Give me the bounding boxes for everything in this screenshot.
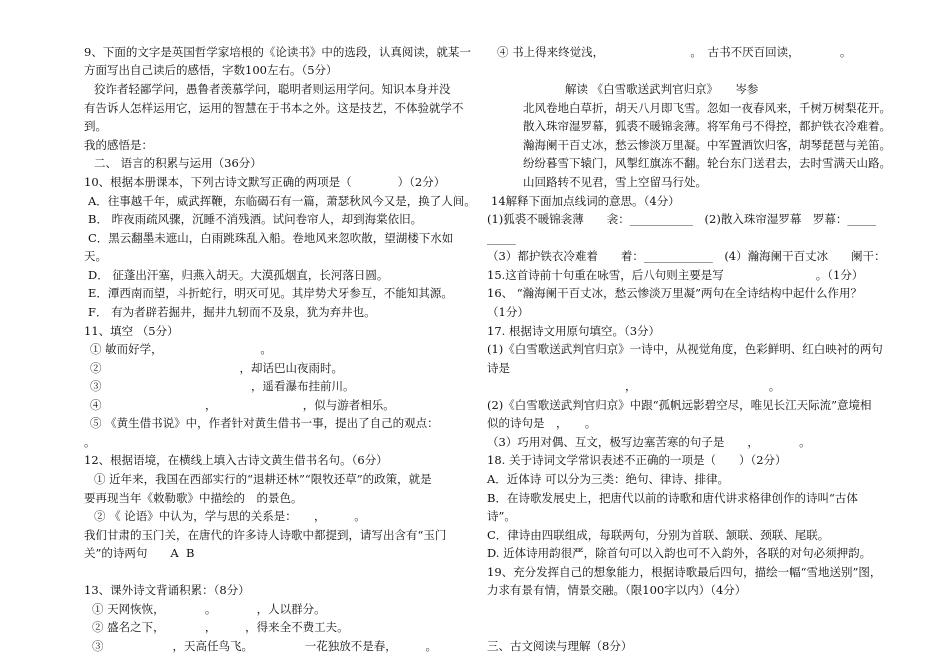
q11-item: 。	[84, 435, 96, 449]
q13-item: ④ 书上得来终觉浅， 。 古书不厌百回读， 。	[497, 45, 852, 59]
q17-item: （3）巧用对偶、互文，极写边塞苦寒的句子是 ， 。	[487, 435, 811, 449]
q19-stem: 19、充分发挥自己的想象能力，根据诗歌最后四句，描绘一幅“雪地送别”图，	[487, 565, 882, 579]
q14-stem: 14解释下面加点线词的意思。（4分）	[491, 194, 680, 208]
q13-item: ③ ，天高任鸟飞。 一花独放不是春， 。	[92, 639, 437, 653]
q13-item: ① 天网恢恢， 。 ，人以群分。	[92, 602, 326, 616]
poem-line: 瀚海阑干百丈冰，愁云惨淡万里凝。中军置酒饮归客，胡琴琵琶与羌笛。	[523, 138, 891, 152]
q13-item: ② 盛名之下， ， ，得来全不费工夫。	[92, 620, 349, 634]
q10-option-c: C．黑云翻墨未遮山，白雨跳珠乱入船。卷地风来忽吹散，望湖楼下水如	[88, 231, 454, 245]
q9-passage: 狡诈者轻鄙学问，愚鲁者羡慕学问，聪明者则运用学问。知识本身并没	[94, 82, 451, 96]
q10-stem: 10、根据本册课本，下列古诗文默写正确的两项是（ ）（2分）	[84, 175, 446, 189]
q11-item: ① 敏而好学， 。	[90, 342, 272, 356]
q10-option-a: A．往事越千年，威武挥鞭，东临碣石有一篇，萧瑟秋风今又是，换了人间。	[88, 194, 476, 208]
q18-option-b: B．在诗歌发展史上，把唐代以前的诗歌和唐代讲求格律创作的诗叫“古体	[487, 491, 858, 505]
q10-option-e: E．潭西南而望，斗折蛇行，明灭可见。其岸势犬牙参互，不能知其源。	[88, 286, 453, 300]
poem-line: 山回路转不见君，雪上空留马行处。	[523, 175, 707, 189]
poem-line: 北风卷地白草折，胡天八月即飞雪。忽如一夜春风来，千树万树梨花开。	[523, 101, 891, 115]
section-heading: 二、 语言的积累与运用（36分）	[94, 156, 262, 170]
q16-stem: 16、 “瀚海阑干百丈冰，愁云惨淡万里凝”两句在全诗结构中起什么作用？	[487, 286, 863, 300]
q17-item: (1)《白雪歌送武判官归京》一诗中，从视觉角度，色彩鲜明、红白映衬的两句	[487, 342, 883, 356]
q19-stem: 力求有景有情，情景交融。（限100字以内）（4分）	[487, 583, 747, 597]
q12-item: 关”的诗两句 A B	[84, 546, 195, 560]
q12-item: ① 近年来，我国在西部实行的“退耕还林”“限牧还草”的政策，就是	[94, 472, 432, 486]
q17-stem: 17. 根据诗文用原句填空。（3分）	[487, 324, 661, 338]
q12-item: ② 《 论语》中认为，学与思的关系是： ， 。	[94, 509, 366, 523]
q11-item: ④ ， ，似与游者相乐。	[90, 398, 395, 412]
q10-option-b: B． 昨夜雨疏风骤，沉睡不消残酒。试问卷帘人，却到海棠依旧。	[88, 212, 423, 226]
q17-item: 诗是	[487, 361, 510, 375]
q9-line: 方面写出自己读后的感悟，字数100左右。（5分）	[84, 63, 338, 77]
q12-stem: 12、根据语境，在横线上填入古诗文黄生借书名句。（6分）	[84, 453, 388, 467]
q11-item: ② ，却话巴山夜雨时。	[90, 361, 343, 375]
q14-item: (1)狐裘不暖锦衾薄 衾：___________ (2)散入珠帘湿罗幕 罗幕：_____	[487, 212, 877, 226]
q18-option-b: 诗”。	[487, 509, 516, 523]
q10-option-f: F． 有为者辟若掘井，掘井九轫而不及泉，犹为弃井也。	[88, 305, 376, 319]
q10-option-c: 天。	[84, 249, 107, 263]
q16-stem: （1分）	[487, 305, 529, 319]
q17-item: ， 。	[487, 379, 781, 393]
q15-stem: 15.这首诗前十句重在咏雪，后八句则主要是写 。（1分）	[487, 268, 864, 282]
q12-item: 要再现当年《敕勒歌》中描绘的 的景色。	[84, 491, 303, 505]
poem-line: 纷纷暮雪下辕门，风掣红旗冻不翻。轮台东门送君去，去时雪满天山路。	[523, 156, 891, 170]
q12-item: 我们甘肃的玉门关，在唐代的许多诗人诗歌中都提到，请写出含有“玉门	[84, 528, 447, 542]
q17-item: 似的诗句是 ， 。	[487, 416, 597, 430]
q10-option-d: D． 征蓬出汗塞，归燕入胡天。大漠孤烟直，长河落日圆。	[88, 268, 389, 282]
q11-stem: 11、填空 （5分）	[84, 324, 179, 338]
q9-line: 9、下面的文字是英国哲学家培根的《论读书》中的选段，认真阅读，就某一	[84, 45, 471, 59]
q17-item: (2)《白雪歌送武判官归京》中跟“孤帆远影碧空尽，唯见长江天际流”意境相	[487, 398, 872, 412]
section-heading: 三、古文阅读与理解（8分）	[487, 639, 633, 653]
q11-item: ③ ，遥看瀑布挂前川。	[90, 379, 355, 393]
q14-item: （3）都护铁衣冷难着 着：____________ (4）瀚海阑干百丈冰 阑干：	[487, 249, 886, 263]
poem-title: 解读 《白雪歌送武判官归京》 岑参	[565, 82, 759, 96]
poem-line: 散入珠帘湿罗幕，狐裘不暖锦衾薄。将军角弓不得控，都护铁衣冷难着。	[523, 119, 891, 133]
q9-answer-label: 我的感悟是：	[84, 138, 153, 152]
q11-item: ⑤ 《黄生借书说》中，作者针对黄生借书一事，提出了自己的观点：	[90, 416, 439, 430]
q18-option-d: D. 近体诗用韵很严，除首句可以入韵也可不入韵外，各联的对句必须押韵。	[487, 546, 872, 560]
q18-option-a: A．近体诗 可以分为三类：绝句、律诗、排律。	[487, 472, 729, 486]
q13-stem: 13、课外诗文背诵积累：（8分）	[84, 583, 250, 597]
q18-option-c: C．律诗由四联组成，每联两句，分别为首联、颔联、颈联、尾联。	[487, 528, 830, 542]
q9-passage: 到。	[84, 119, 107, 133]
q14-item: _____	[487, 231, 516, 245]
q9-passage: 有告诉人怎样运用它，运用的智慧在于书本之外。这是技艺，不体验就学不	[84, 101, 464, 115]
q18-stem: 18. 关于诗词文学常识表述不正确的一项是（ ）（2分）	[487, 453, 787, 467]
